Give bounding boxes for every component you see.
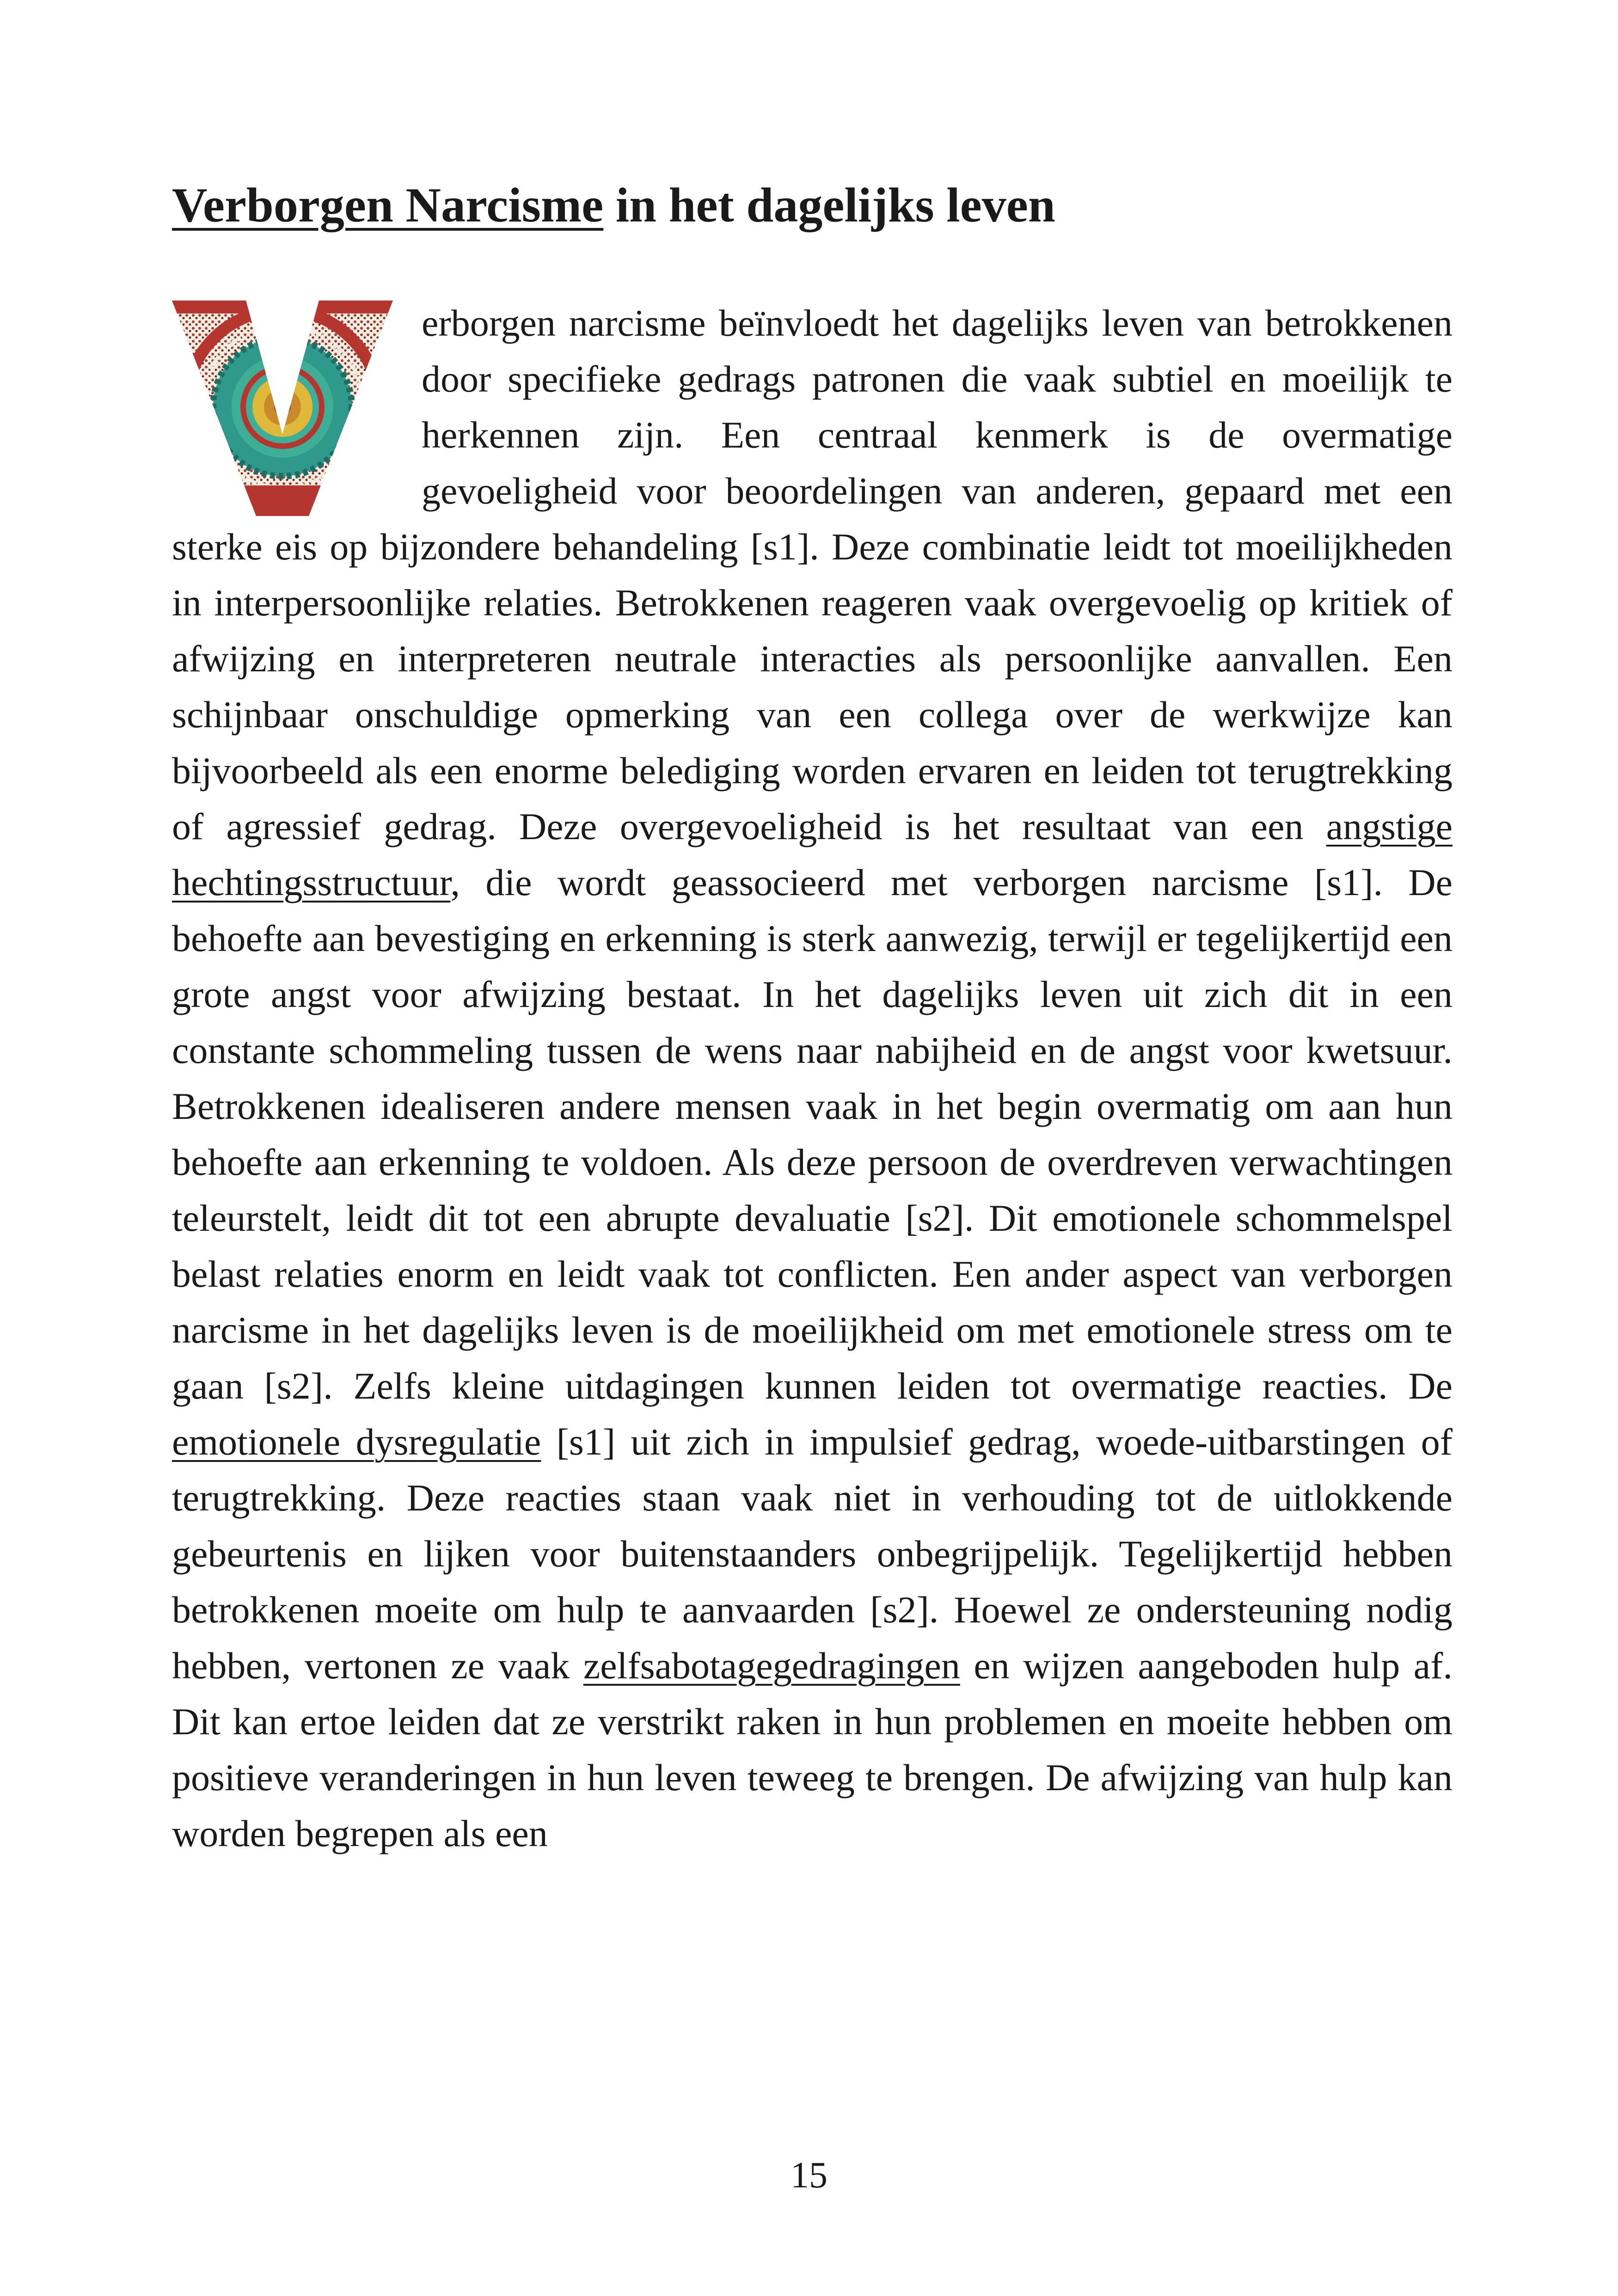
paragraph-segment: en wijzen aangeboden hulp af. Dit kan ertoe leiden dat ze verstrikt raken in hun problemen en moeite hebben om positieve veranderingen in hun leven teweeg te brengen. De afwijzing van hulp kan worden begrepen als een <box>172 1645 1453 1854</box>
paragraph-segment: [s1] uit zich in impulsief gedrag, woede-uitbarstingen of terugtrekking. Deze reacties staan vaak niet in verhouding tot de uitlokkende gebeurtenis en lijken voor buitenstaanders onbegrijpelijk. Tegelijkertijd hebben betrokkenen moeite om hulp te aanvaarden [s2]. Hoewel ze ondersteuning nodig hebben, vertonen ze vaak <box>172 1421 1453 1687</box>
term-angstige-hechtingsstructuur[interactable]: angstige hechtingsstructuur <box>172 805 1453 903</box>
term-zelfsabotagegedragingen[interactable]: zelfsabotagegedragingen <box>583 1645 960 1687</box>
page-number: 15 <box>791 2155 827 2196</box>
title-rest: in het dagelijks leven <box>603 178 1055 232</box>
title-underlined-term[interactable]: Verborgen Narcisme <box>172 178 604 232</box>
drop-cap-space <box>172 295 422 519</box>
paragraph-segment: erborgen narcisme beïnvloedt het dagelijks leven van betrokkenen door specifieke gedrags patronen die vaak subtiel en moeilijk te herkennen zijn. Een centraal kenmerk is de overmatige gevoeligheid voor beoordelingen van anderen, gepaard met een sterke eis op bijzondere behandeling [s1]. Deze combinatie leidt tot moeilijkheden in interpersoonlijke relaties. Betrokkenen reageren vaak overgevoelig op kritiek of afwijzing en interpreteren neutrale interacties als persoonlijke aanvallen. Een schijnbaar onschuldige opmerking van een collega over de werkwijze kan bijvoorbeeld als een enorme belediging worden ervaren en leiden tot terugtrekking of agressief gedrag. Deze overgevoeligheid is het resultaat van een <box>172 302 1453 847</box>
page-title <box>172 176 1055 234</box>
paragraph-segment: , die wordt geassocieerd met verborgen narcisme [s1]. De behoefte aan bevestiging en erkenning is sterk aanwezig, terwijl er tegelijkertijd een grote angst voor afwijzing bestaat. In het dagelijks leven uit zich dit in een constante schommeling tussen de wens naar nabijheid en de angst voor kwetsuur. Betrokkenen idealiseren andere mensen vaak in het begin overmatig om aan hun behoefte aan erkenning te voldoen. Als deze persoon de overdreven verwachtingen teleurstelt, leidt dit tot een abrupte devaluatie [s2]. Dit emotionele schommelspel belast relaties enorm en leidt vaak tot conflicten. Een ander aspect van verborgen narcisme in het dagelijks leven is de moeilijkheid om met emotionele stress om te gaan [s2]. Zelfs kleine uitdagingen kunnen leiden tot overmatige reacties. De <box>172 861 1453 1407</box>
term-emotionele-dysregulatie[interactable]: emotionele dysregulatie <box>172 1421 541 1463</box>
body-paragraph <box>172 295 1453 1861</box>
